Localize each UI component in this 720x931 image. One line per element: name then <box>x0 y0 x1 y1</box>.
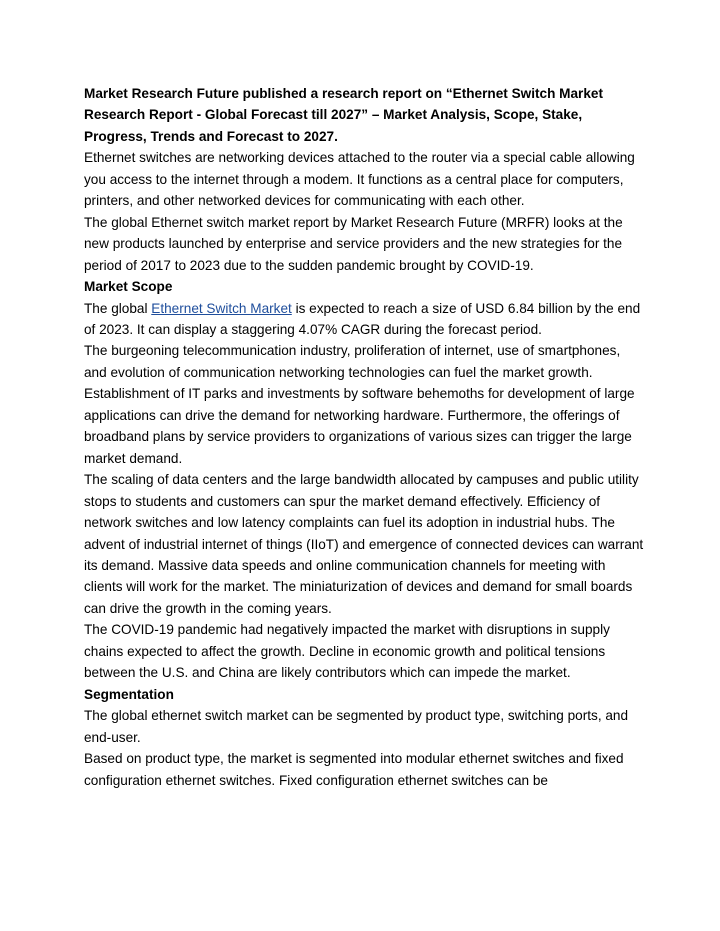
scope-paragraph-3: The scaling of data centers and the large bandwidth allocated by campuses and public utility stops to students and customers can spur the market demand effectively. Efficiency of network switches and low latency complaints can fuel its adoption in industrial hubs. The advent of industrial internet of things (IIoT) and emergence of connected devices can warrant its demand. Massive data speeds and online communication channels for meeting with clients will work for the market. The miniaturization of devices and demand for small boards can drive the growth in the coming years. <box>84 472 644 616</box>
section-heading-segmentation: Segmentation <box>84 686 174 702</box>
segmentation-paragraph-1: The global ethernet switch market can be segmented by product type, switching ports, and end-user. <box>84 708 629 745</box>
document-page <box>84 83 644 791</box>
section-heading-market-scope: Market Scope <box>84 279 173 295</box>
intro-paragraph-2: The global Ethernet switch market report by Market Research Future (MRFR) looks at the new products launched by enterprise and service providers and the new strategies for the period of 2017 to 2023 due to the sudden pandemic brought by COVID-19. <box>84 214 623 273</box>
intro-paragraph-1: Ethernet switches are networking devices attached to the router via a special cable allowing you access to the internet through a modem. It functions as a central place for computers, printers, and other networked devices for communicating with each other. <box>84 150 635 209</box>
scope-paragraph-2: The burgeoning telecommunication industry, proliferation of internet, use of smartphones, and evolution of communication networking technologies can fuel the market growth. Establishment of IT parks and investments by software behemoths for development of large applications can drive the demand for networking hardware. Furthermore, the offerings of broadband plans by service providers to organizations of various sizes can trigger the large market demand. <box>84 343 635 466</box>
scope-paragraph-4: The COVID-19 pandemic had negatively impacted the market with disruptions in supply chains expected to affect the growth. Decline in economic growth and political tensions between the U.S. and China are likely contributors which can impede the market. <box>84 622 610 681</box>
intro-heading: Market Research Future published a research report on “Ethernet Switch Market Research Report - Global Forecast till 2027” – Market Analysis, Scope, Stake, Progress, Trends and Forecast to 2027. <box>84 86 603 144</box>
ethernet-switch-market-link[interactable]: Ethernet Switch Market <box>151 300 292 316</box>
segmentation-paragraph-2: Based on product type, the market is segmented into modular ethernet switches and fixed configuration ethernet switches. Fixed configuration ethernet switches can be <box>84 751 624 788</box>
scope-paragraph-1-rest: is expected to reach a size of USD 6.84 billion by the end of 2023. It can display a staggering 4.07% CAGR during the forecast period. <box>84 300 641 337</box>
scope-paragraph-1 <box>84 298 644 341</box>
scope-paragraph-1-lead: The global <box>84 300 152 316</box>
